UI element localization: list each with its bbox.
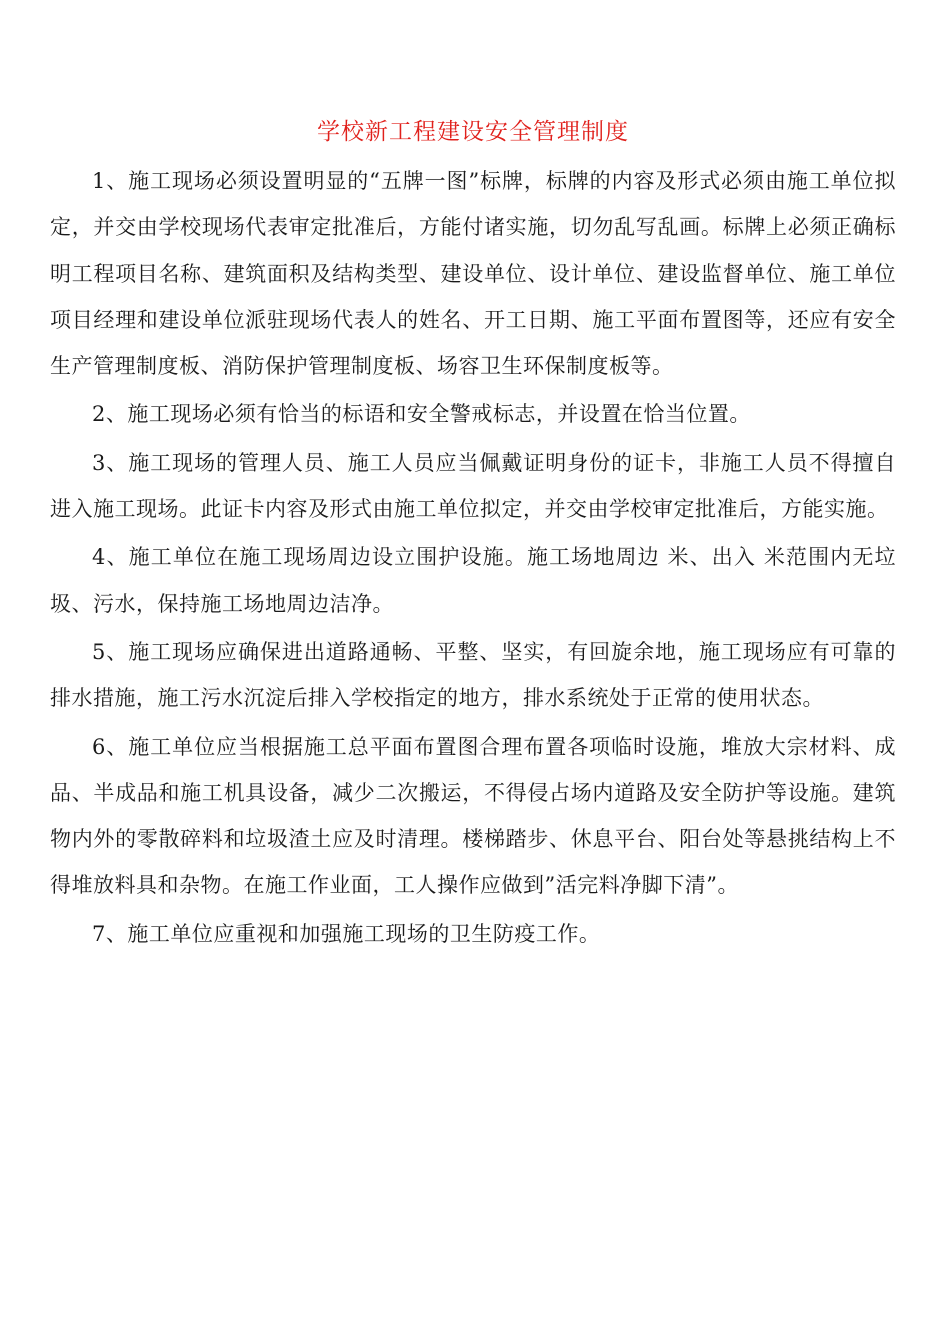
paragraph-6: 6、施工单位应当根据施工总平面布置图合理布置各项临时设施，堆放大宗材料、成品、半成品和施工机具设备，减少二次搬运，不得侵占场内道路及安全防护等设施。建筑物内外的零散碎料和垃圾渣土应及时清理。楼梯踏步、休息平台、阳台处等悬挑结构上不得堆放料具和杂物。在施工作业面，工人操作应做到”活完料净脚下清”。 [50, 734, 896, 898]
document-page [50, 112, 896, 959]
paragraph-2: 2、施工现场必须有恰当的标语和安全警戒标志，并设置在恰当位置。 [92, 402, 751, 427]
paragraph-4: 4、施工单位在施工现场周边设立围护设施。施工场地周边 米、出入 米范围内无垃圾、污水，保持施工场地周边洁净。 [50, 545, 896, 616]
document-title: 学校新工程建设安全管理制度 [317, 119, 629, 145]
paragraph-3: 3、施工现场的管理人员、施工人员应当佩戴证明身份的证卡，非施工人员不得擅自进入施工现场。此证卡内容及形式由施工单位拟定，并交由学校审定批准后，方能实施。 [50, 450, 896, 522]
paragraph-1: 1、施工现场必须设置明显的“五牌一图”标牌，标牌的内容及形式必须由施工单位拟定，并交由学校现场代表审定批准后，方能付诸实施，切勿乱写乱画。标牌上必须正确标明工程项目名称、建筑面积及结构类型、建设单位、设计单位、建设监督单位、施工单位项目经理和建设单位派驻现场代表人的姓名、开工日期、施工平面布置图等，还应有安全生产管理制度板、消防保护管理制度板、场容卫生环保制度板等。 [50, 169, 896, 379]
paragraph-5: 5、施工现场应确保进出道路通畅、平整、坚实，有回旋余地，施工现场应有可靠的排水措施，施工污水沉淀后排入学校指定的地方，排水系统处于正常的使用状态。 [50, 639, 896, 711]
paragraph-7: 7、施工单位应重视和加强施工现场的卫生防疫工作。 [92, 921, 601, 946]
